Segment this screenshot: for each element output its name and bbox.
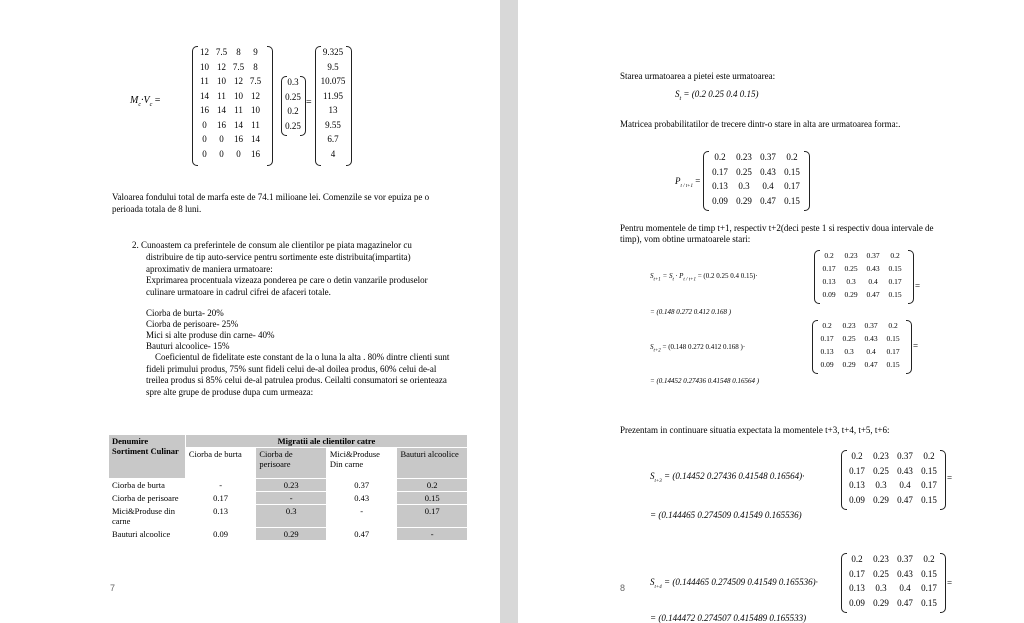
matrix-cell: 0 (202, 148, 207, 159)
page-7 (0, 0, 500, 623)
table-row (109, 492, 468, 505)
matrix-cell: 12 (217, 61, 226, 72)
matrix-row (816, 358, 904, 371)
matrix-cell: 0 (219, 134, 224, 144)
result-vector (318, 45, 348, 161)
matrix-cell: 0.25 (842, 334, 856, 343)
matrix-cell: 0.2 (786, 152, 798, 162)
matrix-cell: 0.25 (285, 91, 301, 102)
matrix-row (845, 493, 941, 508)
matrix-cell: 0.2 (824, 251, 834, 260)
matrix-cell: 14 (217, 105, 226, 115)
table-cell: - (256, 492, 327, 505)
p-matrix (818, 249, 906, 301)
fidelity-line-3: treilea produs si 85% celui de-al patrulea produs. Ceilalti consumatori se orienteaza (146, 375, 447, 385)
table-cell: 0.15 (397, 492, 468, 505)
item2-line-3: aproximativ de maniera urmatoare: (146, 264, 273, 274)
matrix-row (318, 118, 348, 133)
row-header: Bauturi alcoolice (109, 528, 186, 541)
state-intro: Starea urmatoarea a pietei este urmatoarea: (620, 71, 776, 81)
table-group-header: Migratii ale clientilor catre (185, 435, 467, 448)
matrix-cell: 0.3 (875, 480, 887, 490)
row-header: Mici&Produse din carne (109, 505, 186, 528)
matrix-row (196, 147, 264, 162)
matrix-cell: 0.17 (849, 568, 865, 579)
p-matrix-right-bracket (804, 151, 810, 211)
matrix-cell: 0.15 (921, 465, 937, 476)
matrix-cell: 0.43 (866, 264, 880, 273)
table-corner-header: Denumire Sortiment Culinar (109, 435, 186, 479)
matrix-cell: 0.29 (844, 290, 858, 299)
matrix-row (318, 147, 348, 162)
matrix-cell: 0.47 (760, 195, 776, 206)
p-matrix-right-bracket (940, 450, 946, 510)
matrix-row (845, 449, 941, 464)
matrix-cell: 0.15 (921, 494, 937, 505)
matrix-cell: 0.15 (886, 360, 900, 369)
matrix-cell: 7.5 (249, 76, 262, 86)
table-cell: 0.47 (326, 528, 397, 541)
matrix-cell: 0.43 (897, 465, 913, 476)
table-cell: - (185, 479, 256, 492)
matrix-cell: 0.4 (899, 583, 911, 593)
matrix-cell: 10 (251, 105, 260, 115)
fidelity-line-2: fideli primului produs, 75% sunt fideli celui de-al doilea produs, 60% celui de-al (146, 364, 437, 374)
table-cell: 0.43 (326, 492, 397, 505)
page-number: 8 (620, 583, 626, 593)
matrix-cell: 0 (219, 148, 224, 159)
item2-line-2: distribuire de tip auto-service pentru sortimente este distribuita(impartita) (146, 252, 411, 262)
matrix-cell: 0.15 (888, 264, 902, 273)
matrix-cell: 0.2 (923, 554, 935, 564)
moments-line-1: Pentru momentele de timp t+1, respectiv t+2(deci peste 1 si respectiv doua intervale de (620, 223, 934, 233)
matrix-row (845, 478, 941, 493)
matrix-cell: 0.13 (820, 347, 834, 356)
matrix-row (196, 45, 264, 60)
p-matrix (845, 449, 941, 507)
s-t3-result: = (0.144465 0.274509 0.41549 0.165536) (650, 510, 802, 520)
fidelity-line-4: spre alte grupe de produse dupa cum urmeaza: (146, 387, 314, 397)
matrix-cell: 0.47 (866, 290, 880, 299)
matrix-cell: 0.15 (921, 568, 937, 579)
matrix-cell: 8 (236, 47, 241, 57)
matrix-cell: 0.17 (886, 347, 900, 356)
p-matrix-right-bracket (906, 320, 912, 374)
matrix-row (708, 179, 804, 194)
matrix-row (196, 74, 264, 89)
matrix-cell: 10 (200, 61, 209, 72)
table-cell: - (397, 528, 468, 541)
share-item: Ciorba de perisoare- 25% (146, 319, 239, 329)
table-header-row (109, 435, 468, 448)
result-right-bracket (346, 46, 352, 166)
moments-line-2: timp), vom obtine urmatoarele stari: (620, 234, 751, 244)
matrix-cell: 0.43 (760, 166, 776, 177)
matrix-cell: 0.2 (888, 321, 898, 330)
p-matrix-label: $P_{t / t+1}$ = (675, 176, 701, 189)
matrix-cell: 0.37 (897, 554, 913, 564)
matrix-cell: 0.15 (886, 334, 900, 343)
matrix-row (196, 118, 264, 133)
matrix-row (818, 275, 906, 288)
paragraph-fund-2: perioada totala de 8 luni. (112, 204, 202, 214)
matrix-row (196, 60, 264, 75)
item2-line-5: culinare urmatoare in cadrul cifrei de afaceri totale. (146, 287, 331, 297)
matrix-cell: 0.3 (844, 347, 854, 356)
matrix-cell: 0.23 (736, 152, 752, 162)
table-cell: 0.09 (185, 528, 256, 541)
matrix-cell: 0.23 (844, 251, 858, 260)
table-cell: 0.17 (185, 492, 256, 505)
further-intro: Prezentam in continuare situatia expectata la momentele t+3, t+4, t+5, t+6: (620, 425, 890, 435)
matrix-cell: 0.2 (822, 321, 832, 330)
matrix-cell: 11.95 (323, 90, 343, 101)
state-equation: $S_t = (0.2$ 0.25 0.4 0.15) (675, 89, 759, 102)
matrix-row (318, 89, 348, 104)
column-header: Ciorba de perisoare (256, 448, 327, 479)
matrix-row (818, 288, 906, 301)
matrix-cell: 0.09 (849, 597, 865, 608)
matrix-cell: 0.47 (897, 494, 913, 505)
matrix-cell: 0.47 (864, 360, 878, 369)
matrix-row (318, 45, 348, 60)
matrix-cell: 0 (202, 119, 207, 130)
matrix-row (708, 194, 804, 209)
matrix-row (816, 345, 904, 358)
paragraph-fund-1: Valoarea fondului total de marfa este de 74.1 milioane lei. Comenzile se vor epuiza pe o (112, 192, 430, 202)
matrix-cell: 16 (251, 148, 260, 159)
matrix-cell: 11 (217, 90, 226, 101)
page-8 (518, 0, 1024, 623)
matrix-cell: 0.3 (875, 583, 887, 593)
table-row (109, 505, 468, 528)
matrix-cell: 8 (253, 61, 258, 72)
table-cell: - (326, 505, 397, 528)
table-cell: 0.23 (256, 479, 327, 492)
s-t1-equation: $S_{t+1} = S_t \cdot P_{t / t+1} = (0.2$ 0.25 0.4 0.15)· (650, 272, 758, 283)
matrix-cell: 0.25 (736, 166, 752, 177)
matrix-row (708, 150, 804, 165)
matrix-cell: 9.5 (327, 61, 339, 72)
matrix-cell: 0.15 (888, 290, 902, 299)
matrix-cell: 0.13 (712, 181, 728, 191)
matrix-cell: 0.43 (897, 568, 913, 579)
matrix-cell: 12 (234, 76, 243, 86)
equation-lhs: $M_c\cdot V_c$ = (130, 95, 161, 108)
row-header: Ciorba de burta (109, 479, 186, 492)
matrix-cell: 0.2 (851, 554, 863, 564)
matrix-cell: 11 (251, 119, 260, 130)
matrix-cell: 0.4 (868, 277, 878, 286)
matrix-cell: 7.5 (232, 61, 245, 72)
s-t4-equation: $S_{t+4} = (0.144465$ 0.274509 0.41549 0.165536)· (650, 577, 818, 590)
matrix-cell: 9 (253, 47, 258, 57)
p-matrix (708, 150, 804, 208)
matrix-cell: 0.15 (784, 195, 800, 206)
matrix-row (816, 319, 904, 332)
matrix-cell: 14 (200, 90, 209, 101)
column-header: Bauturi alcoolice (397, 448, 468, 479)
equals-sign: = (947, 473, 953, 483)
matrix-cell: 16 (200, 105, 209, 115)
table-row (109, 479, 468, 492)
matrix-cell: 0.29 (842, 360, 856, 369)
table-cell: 0.37 (326, 479, 397, 492)
matrix-cell: 0.09 (849, 494, 865, 505)
matrix-cell: 16 (234, 134, 243, 144)
migration-table (108, 434, 468, 541)
matrix-row (816, 332, 904, 345)
table-cell: 0.2 (397, 479, 468, 492)
s-t2-result: = (0.14452 0.27436 0.41548 0.16564 ) (650, 377, 760, 385)
equals-sign: = (306, 97, 312, 108)
matrix-cell: 0.3 (287, 77, 299, 87)
matrix-row (845, 464, 941, 479)
matrix-cell: 7.5 (215, 47, 228, 57)
matrix-cell: 0.17 (822, 264, 836, 273)
matrix-cell: 0.29 (873, 597, 889, 608)
s-t2-equation: $S_{t+2} = (0.148$ 0.272 0.412 0.168 )· (650, 343, 746, 354)
table-row (109, 528, 468, 541)
matrix-cell: 12 (251, 90, 260, 101)
matrix-cell: 0.17 (888, 277, 902, 286)
p-matrix (816, 319, 904, 371)
matrix-cell: 9.325 (322, 47, 344, 57)
column-header: Mici&Produse Din carne (326, 448, 397, 479)
matrix-cell: 0.43 (864, 334, 878, 343)
matrix-cell: 4 (330, 148, 336, 159)
matrix-row (845, 552, 941, 567)
matrix-cell: 0.13 (849, 583, 865, 593)
page-number: 7 (110, 583, 116, 593)
row-header: Ciorba de perisoare (109, 492, 186, 505)
matrix-row (845, 567, 941, 582)
matrix-cell: 9.55 (325, 119, 341, 130)
matrix-cell: 0.29 (873, 494, 889, 505)
s-t4-result: = (0.144472 0.274507 0.415489 0.165533) (650, 613, 807, 623)
share-item: Mici si alte produse din carne- 40% (146, 330, 275, 340)
matrix-cell: 0.37 (760, 152, 776, 162)
matrix-cell: 0.23 (873, 554, 889, 564)
matrix-m (196, 45, 264, 161)
matrix-cell: 12 (200, 47, 209, 57)
matrix-cell: 0.4 (899, 480, 911, 490)
matrix-cell: 0.17 (712, 166, 728, 177)
matrix-row (318, 60, 348, 75)
matrix-cell: 6.7 (327, 134, 339, 144)
matrix-cell: 0.09 (820, 360, 834, 369)
equals-sign: = (947, 578, 953, 588)
matrix-cell: 0.37 (864, 321, 878, 330)
matrix-cell: 0.23 (842, 321, 856, 330)
matrix-cell: 11 (200, 76, 209, 86)
matrix-cell: 0.25 (873, 568, 889, 579)
equals-sign: = (915, 281, 921, 291)
matrix-cell: 0.17 (784, 181, 800, 191)
matrix-cell: 0.17 (921, 480, 937, 490)
matrix-cell: 10.075 (320, 76, 346, 86)
table-cell: 0.29 (256, 528, 327, 541)
matrix-row (845, 596, 941, 611)
table-cell: 0.13 (185, 505, 256, 528)
matrix-m-right-bracket (267, 46, 273, 166)
matrix-cell: 0.09 (712, 195, 728, 206)
matrix-cell: 10 (234, 90, 243, 101)
matrix-cell: 0.2 (714, 152, 726, 162)
matrix-cell: 0.13 (822, 277, 836, 286)
matrix-cell: 0.29 (736, 195, 752, 206)
table-cell: 0.17 (397, 505, 468, 528)
matrix-cell: 0.3 (738, 181, 750, 191)
matrix-cell: 13 (328, 105, 338, 115)
matrix-cell: 0.23 (873, 451, 889, 461)
matrix-cell: 0.17 (849, 465, 865, 476)
matrix-cell: 0.2 (851, 451, 863, 461)
column-header: Ciorba de burta (185, 448, 256, 479)
matrix-cell: 0.2 (287, 106, 299, 116)
matrix-cell: 14 (251, 134, 260, 144)
item2-line-1: 2. Cunoastem ca preferintele de consum ale clientilor pe piata magazinelor cu (132, 240, 412, 250)
matrix-row (196, 132, 264, 147)
item2-line-4: Exprimarea procentuala vizeaza ponderea pe care o detin vanzarile produselor (146, 275, 428, 285)
matrix-cell: 0.4 (762, 181, 774, 191)
matrix-cell: 0.37 (866, 251, 880, 260)
matrix-row (845, 581, 941, 596)
matrix-row (318, 74, 348, 89)
matrix-cell: 0.3 (846, 277, 856, 286)
matrix-cell: 0.25 (844, 264, 858, 273)
matrix-cell: 0.09 (822, 290, 836, 299)
s-t1-result: = (0.148 0.272 0.412 0.168 ) (650, 308, 732, 316)
matrix-cell: 0.17 (820, 334, 834, 343)
p-matrix-right-bracket (940, 553, 946, 613)
matrix-row (318, 103, 348, 118)
fidelity-line-1: Coeficientul de fidelitate este constant de la o luna la alta . 80% dintre clienti sunt (155, 352, 450, 362)
matrix-row (818, 262, 906, 275)
matrix-cell: 0.4 (866, 347, 876, 356)
equals-sign: = (913, 341, 919, 351)
matrix-cell: 0.25 (285, 120, 301, 131)
p-matrix-right-bracket (908, 250, 914, 304)
matrix-row (318, 132, 348, 147)
matrix-row (196, 89, 264, 104)
matrix-cell: 0.2 (890, 251, 900, 260)
transition-intro: Matricea probabilitatilor de trecere dintr-o stare in alta are urmatoarea forma:. (620, 119, 901, 129)
matrix-cell: 0.13 (849, 480, 865, 490)
matrix-cell: 0.25 (873, 465, 889, 476)
p-matrix (845, 552, 941, 610)
table-cell: 0.3 (256, 505, 327, 528)
matrix-cell: 10 (217, 76, 226, 86)
matrix-cell: 14 (234, 119, 243, 130)
matrix-row (196, 103, 264, 118)
matrix-cell: 0 (236, 148, 241, 159)
matrix-cell: 0.15 (784, 166, 800, 177)
share-item: Bauturi alcoolice- 15% (146, 341, 230, 351)
matrix-cell: 0.37 (897, 451, 913, 461)
matrix-row (818, 249, 906, 262)
matrix-cell: 11 (234, 105, 243, 115)
matrix-cell: 0 (202, 134, 207, 144)
matrix-cell: 0.47 (897, 597, 913, 608)
share-item: Ciorba de burta- 20% (146, 308, 224, 318)
matrix-cell: 16 (217, 119, 226, 130)
s-t3-equation: $S_{t+3} = (0.14452$ 0.27436 0.41548 0.16564)· (650, 471, 805, 484)
matrix-row (708, 165, 804, 180)
matrix-cell: 0.2 (923, 451, 935, 461)
matrix-cell: 0.15 (921, 597, 937, 608)
matrix-cell: 0.17 (921, 583, 937, 593)
